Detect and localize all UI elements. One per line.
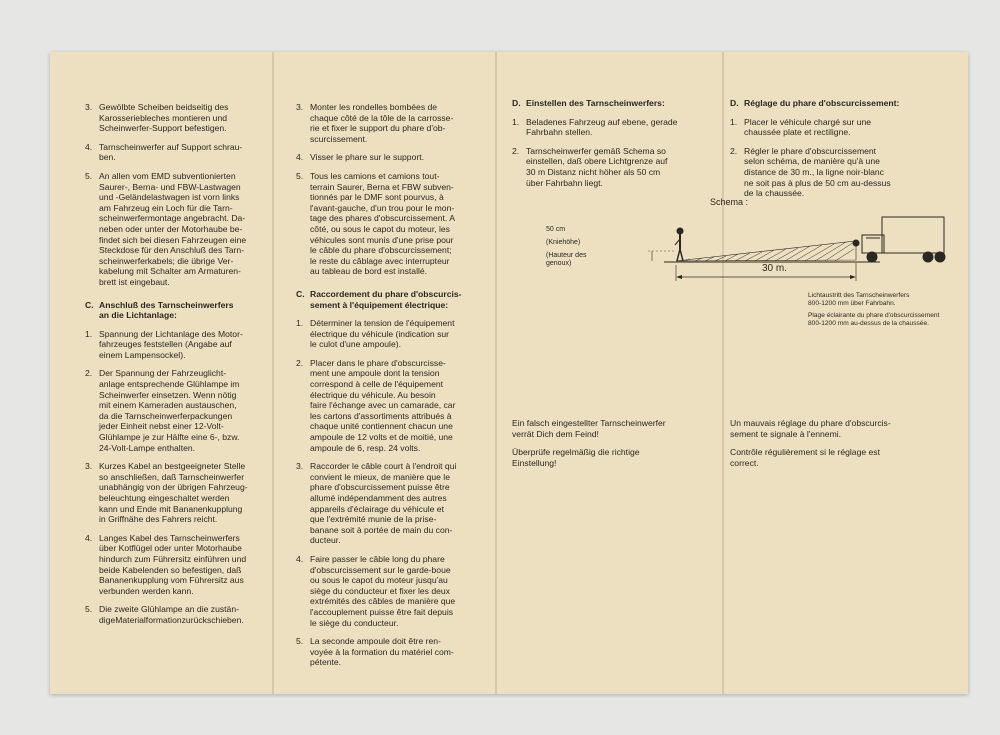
list-item [296,636,486,668]
item-number: 4. [296,152,304,163]
item-text: Placer le véhicule chargé sur une chaussée plate et rectiligne. [744,116,872,138]
item-number: 1. [512,116,520,127]
list-item [85,142,263,163]
item-text: Tarnscheinwerfer gemäß Schema so einstellen, daß obere Lichtgrenze auf 30 m Distanz nicht höher als 50 cm über Fahrbahn liegt. [526,145,668,188]
column-french-adjustment [730,98,935,207]
section-heading: C. Raccordement du phare d'obscurcis- sement à l'équipement électrique: [296,288,462,310]
list-item [296,461,486,546]
item-text: Der Spannung der Fahrzeuglicht- anlage entsprechende Glühlampe im Scheinwerfer einsetzen. Wenn nötig mit einem Kameraden austauschen, da die Tarnscheinwerferpackungen jeder Einheit nebst einer 12-Volt- Glühlampe je zur Hälfte eine 6-, bzw. 24-Volt-Lampe enthalten. [99,368,240,453]
list-item [85,533,263,597]
person-figure [675,228,683,261]
list-item [85,461,263,525]
list-item [512,117,712,138]
warning-text: Un mauvais réglage du phare d'obscurcis- sement te signale à l'ennemi. [730,418,891,439]
item-text: Tous les camions et camions tout- terrain Saurer, Berna et FBW subven- tionnés par le DMF sont pourvus, à l'avant-gauche, d'un trou pour le mon- tage des phares d'obscurcissement. A côté, ou sous le capot du moteur, les véhicules sont munis d'une prise pour le câble du phare d'obscurcissement; le reste du câblage avec interrupteur au tableau de bord est installé. [310,170,455,277]
column-german-adjustment [512,98,712,196]
item-text: Déterminer la tension de l'équipement électrique du véhicule (indication sur le culot d'une ampoule). [310,318,455,350]
item-number: 5. [85,604,93,615]
section-heading: D. Réglage du phare d'obscurcissement: [730,98,900,108]
light-beam [676,241,856,261]
item-number: 5. [296,636,304,647]
schema-title: Schema : [710,197,749,207]
warning-block-german [512,418,712,476]
list-item [512,146,712,188]
list-item [296,358,486,453]
item-text: Placer dans le phare d'obscurcisse- ment une ampoule dont la tension correspond à celle de l'équipement électrique du véhicule. Au besoin faire l'échange avec un camarade, car les cartons d'assortiments attribués à chaque unité contiennent chacun une ampoule de 12 volts et de moitié, une ampoule de 6, resp. 24 volts. [310,357,456,453]
knee-height-label-fr: (Hauteur des genoux) [546,252,587,267]
list-item [730,117,935,138]
list-item [85,368,263,453]
knee-height-label-de: (Kniehöhe) [546,239,581,246]
item-number: 2. [296,357,304,368]
item-text: Visser le phare sur le support. [310,152,425,163]
item-number: 3. [296,102,304,112]
item-number: 5. [85,170,93,181]
item-number: 1. [85,328,93,339]
item-text: Monter les rondelles bombées de chaque côté de la tôle de la carrosse- rie et fixer le support du phare d'ob- scurcissement. [310,102,454,144]
list-item [296,318,486,350]
fold-line [272,52,274,694]
truck-icon [853,217,945,262]
adjustment-schema [540,197,960,387]
item-text: Gewölbte Scheiben beidseitig des Karosseriebleches montieren und Scheinwerfer-Support befestigen. [99,102,229,134]
item-text: An allen vom EMD subventionierten Saurer-, Berna- und FBW-Lastwagen und -Geländelastwagen ist vorn links am Fahrzeug ein Loch für die Tarn- scheinwerfermontage angebracht. Da- neben oder unter der Motorhaube be- findet sich bei diesen Fahrzeugen eine Steckdose für den Anschluß des Tarn- scheinwerferkabels; die übrige Ver- kabelung mit Schalter am Armaturen- brett ist eingebaut. [99,170,247,287]
item-number: 4. [85,532,93,543]
item-text: Langes Kabel des Tarnscheinwerfers über Kotflügel oder unter Motorhaube hindurch zum Führersitz einführen und beide Kabelenden so befestigen, daß Bananenkupplung vom Führersitz aus verbunden werden kann. [99,532,247,596]
list-item [296,554,486,628]
height-label: 50 cm [546,226,566,233]
check-text: Contrôle régulièrement si le réglage est correct. [730,447,880,468]
list-item [296,152,486,163]
item-text: Faire passer le câble long du phare d'obscurcissement sur le garde-boue ou sous le capot du moteur jusqu'au siège du conducteur et fixer les deux extrémités des câbles de manière que l'accouplement puisse être fait depuis le siège du conducteur. [310,553,456,628]
warning-text: Ein falsch eingestellter Tarnscheinwerfer verrät Dich dem Feind! [512,418,666,439]
column-french-installation [296,102,486,676]
item-text: La seconde ampoule doit être ren- voyée à la formation du matériel com- pétente. [310,636,454,668]
caption-de: Lichtaustritt des Tarnscheinwerfers 800-1200 mm über Fahrbahn. [808,292,910,307]
item-text: Die zweite Glühlampe an die zustän- digeMaterialformationzurückschieben. [99,604,244,625]
item-number: 4. [296,553,304,564]
list-item [296,102,486,144]
column-german-installation [85,102,263,634]
check-text: Überprüfe regelmäßig die richtige Einstellung! [512,447,640,468]
list-item [85,171,263,288]
list-item [85,329,263,361]
section-heading: C. Anschluß des Tarnscheinwerfers an die Lichtanlage: [85,299,234,321]
schema-drawing [540,197,960,307]
item-number: 2. [512,145,520,156]
list-item [730,146,935,199]
distance-label: 30 m. [762,263,788,274]
item-text: Raccorder le câble court à l'endroit qui convient le mieux, de manière que le phare d'obscurcissement puisse être allumé indépendamment des autres appareils d'éclairage du véhicule et que l'extrémité munie de la prise- banane soit à portée de main du con- ducteur. [310,461,457,546]
item-number: 2. [730,145,738,156]
item-number: 2. [85,368,93,379]
fold-line [495,52,497,694]
item-number: 5. [296,170,304,181]
list-item [296,171,486,277]
warning-block-french [730,418,935,476]
section-heading: D. Einstellen des Tarnscheinwerfers: [512,98,665,108]
document-sheet [50,52,968,694]
item-text: Spannung der Lichtanlage des Motor- fahrzeuges feststellen (Angabe auf einem Lampensockel). [99,328,243,360]
list-item [85,604,263,625]
item-number: 1. [730,116,738,127]
item-text: Kurzes Kabel an bestgeeigneter Stelle so anschließen, daß Tarnscheinwerfer unabhängig von der übrigen Fahrzeug- beleuchtung eingeschaltet werden kann und Ende mit Bananenkupplung in Griffnähe des Fahrers reicht. [99,461,248,525]
item-number: 3. [85,461,93,472]
caption-fr: Plage éclairante du phare d'obscurcissement 800-1200 mm au-dessus de la chaussée. [808,312,940,327]
item-number: 1. [296,318,304,329]
item-number: 3. [296,461,304,472]
item-text: Tarnscheinwerfer auf Support schrau- ben. [99,141,243,163]
item-text: Régler le phare d'obscurcissement selon schéma, de manière qu'à une distance de 30 m., la ligne noir-blanc ne soit pas à plus de 50 cm au-dessus de la chaussée. [744,145,891,199]
list-item [85,102,263,134]
item-text: Beladenes Fahrzeug auf ebene, gerade Fahrbahn stellen. [526,116,678,138]
item-number: 4. [85,141,93,152]
item-number: 3. [85,102,93,112]
